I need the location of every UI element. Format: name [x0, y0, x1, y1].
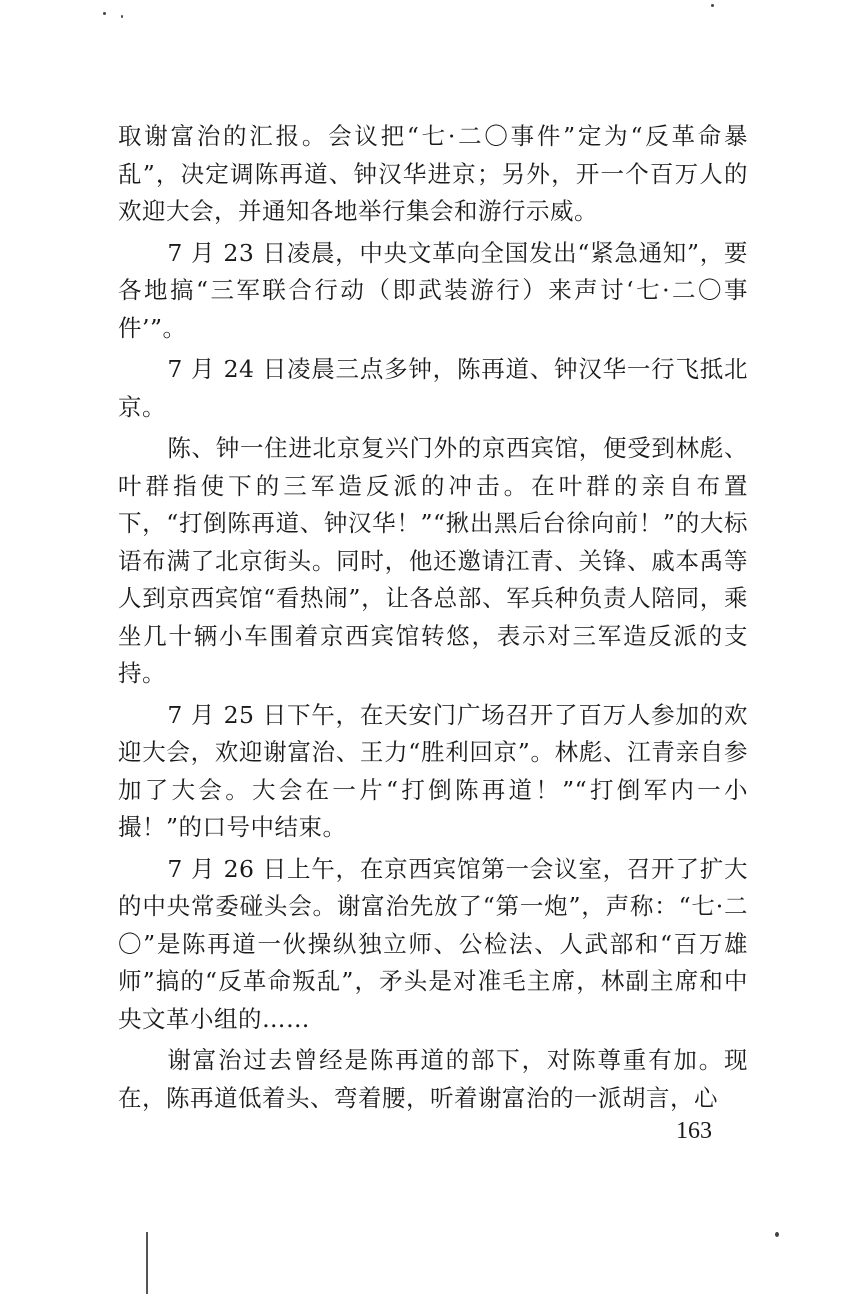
paragraph: 陈、钟一住进北京复兴门外的京西宾馆，便受到林彪、叶群指使下的三军造反派的冲击。在叶群的亲自布置下，“打倒陈再道、钟汉华！”“揪出黑后台徐向前！”的大标语布满了北京街头。同时，他还邀请江青、关锋、戚本禹等人到京西宾馆“看热闹”，让各总部、军兵种负责人陪同，乘坐几十辆小车围着京西宾馆转悠，表示对三军造反派的支持。 — [118, 434, 748, 687]
scan-speck — [103, 12, 106, 15]
body-text — [118, 118, 748, 1121]
paragraph: 谢富治过去曾经是陈再道的部下，对陈尊重有加。现在，陈再道低着头、弯着腰，听着谢富治的一派胡言，心 — [118, 1046, 748, 1112]
paragraph: 7 月 23 日凌晨，中央文革向全国发出“紧急通知”，要各地搞“三军联合行动（即武装游行）来声讨‘七·二〇事件’”。 — [118, 238, 748, 342]
scan-speck — [775, 1232, 779, 1237]
scan-speck — [121, 15, 123, 18]
paragraph: 7 月 25 日下午，在天安门广场召开了百万人参加的欢迎大会，欢迎谢富治、王力“胜利回京”。林彪、江青亲自参加了大会。大会在一片“打倒陈再道！”“打倒军内一小撮！”的口号中结束。 — [118, 700, 748, 841]
paragraph: 7 月 26 日上午，在京西宾馆第一会议室，召开了扩大的中央常委碰头会。谢富治先放了“第一炮”，声称：“七·二〇”是陈再道一伙操纵独立师、公检法、人武部和“百万雄师”搞的“反革命叛乱”，矛头是对准毛主席，林副主席和中央文革小组的…… — [118, 854, 748, 1033]
page-number: 163 — [676, 1118, 712, 1144]
scan-margin-line — [146, 1232, 148, 1294]
paragraph: 7 月 24 日凌晨三点多钟，陈再道、钟汉华一行飞抵北京。 — [118, 355, 748, 421]
scan-speck — [711, 4, 714, 7]
paragraph-continued: 取谢富治的汇报。会议把“七·二〇事件”定为“反革命暴乱”，决定调陈再道、钟汉华进京；另外，开一个百万人的欢迎大会，并通知各地举行集会和游行示威。 — [118, 122, 748, 225]
